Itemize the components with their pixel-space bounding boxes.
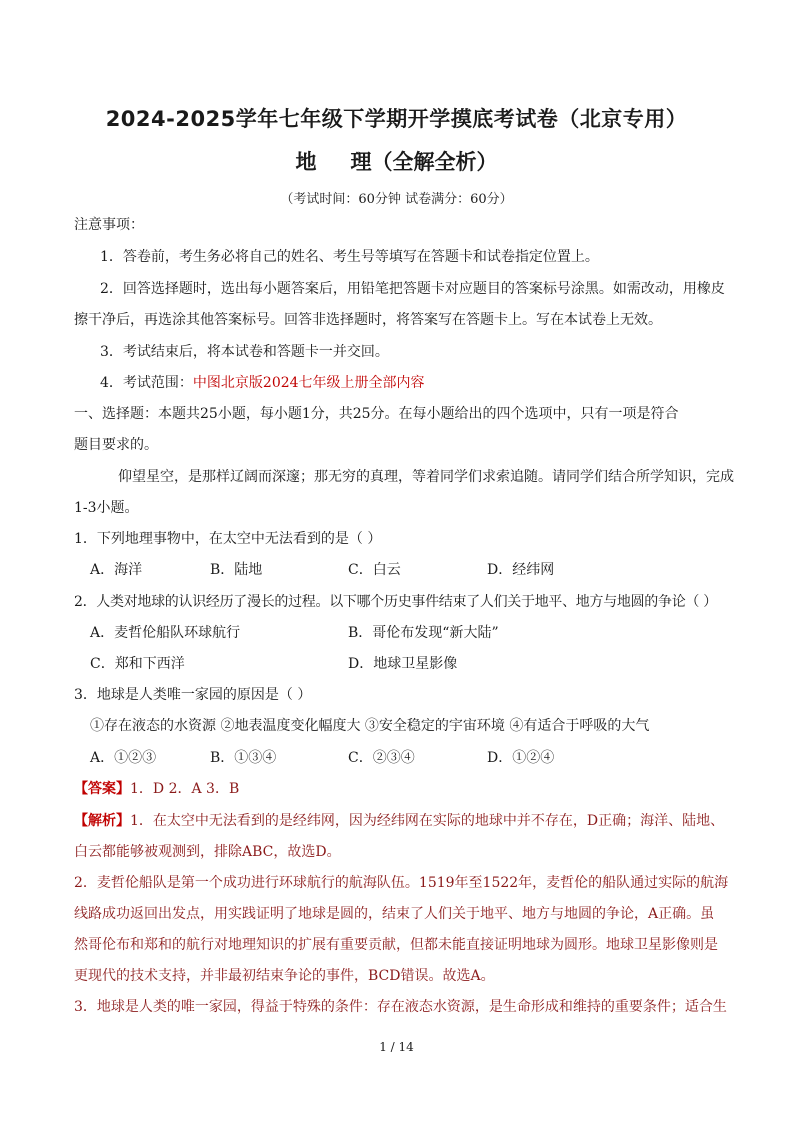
- q1-option-b: B．陆地: [210, 562, 263, 578]
- subject-right: 理（全解全析）: [350, 150, 498, 174]
- q1-option-c: C．白云: [348, 562, 401, 578]
- question-intro-continued: 1-3小题。: [74, 500, 139, 516]
- question-intro: 仰望星空，是那样辽阔而深邃；那无穷的真理，等着同学们求索追随。请同学们结合所学知识，完成: [118, 469, 734, 485]
- analysis-line-6: 更现代的技术支持，并非最初结束争论的事件，BCD错误。故选A。: [74, 968, 495, 984]
- exam-info: （考试时间：60分钟 试卷满分：60分）: [280, 192, 513, 207]
- note-3: 3．考试结束后，将本试卷和答题卡一并交回。: [100, 344, 389, 360]
- note-4: [100, 373, 760, 393]
- note-2: 2．回答选择题时，选出每小题答案后，用铅笔把答题卡对应题目的答案标号涂黑。如需改动，用橡皮: [100, 281, 725, 297]
- notes-heading: 注意事项：: [74, 217, 144, 233]
- q3-option-b: B．①③④: [210, 750, 277, 766]
- question-2-stem: 2．人类对地球的认识经历了漫长的过程。以下哪个历史事件结束了人们关于地平、地方与地圆的争论（ ）: [74, 594, 717, 610]
- analysis-line-2: 白云都能够被观测到，排除ABC，故选D。: [74, 844, 341, 860]
- note-2-continued: 擦干净后，再选涂其他答案标号。回答非选择题时，将答案写在答题卡上。写在本试卷上无效。: [74, 312, 662, 328]
- q3-option-c: C．②③④: [348, 750, 415, 766]
- answer-text: 1．D 2．A 3．B: [130, 781, 240, 797]
- analysis-text-1: 1．在太空中无法看到的是经纬网，因为经纬网在实际的地球中并不存在，D正确；海洋、陆地、: [130, 813, 725, 829]
- note-4-prefix: 4．考试范围：: [100, 375, 193, 391]
- note-1: 1．答卷前，考生务必将自己的姓名、考生号等填写在答题卡和试卷指定位置上。: [100, 249, 599, 265]
- analysis-line-1: [74, 811, 734, 831]
- question-1-stem: 1．下列地理事物中，在太空中无法看到的是（ ）: [74, 531, 382, 547]
- q3-option-d: D．①②④: [487, 750, 555, 766]
- q1-option-a: A．海洋: [90, 562, 143, 578]
- question-3-stem: 3．地球是人类唯一家园的原因是（ ）: [74, 687, 312, 703]
- answer-line: [74, 779, 734, 799]
- section-1-heading-continued: 题目要求的。: [74, 437, 158, 453]
- q2-option-b: B．哥伦布发现“新大陆”: [348, 625, 499, 641]
- q2-option-c: C．郑和下西洋: [90, 656, 185, 672]
- q2-option-d: D．地球卫星影像: [348, 656, 458, 672]
- q1-option-d: D．经纬网: [487, 562, 555, 578]
- analysis-line-3: 2．麦哲伦船队是第一个成功进行环球航行的航海队伍。1519年至1522年，麦哲伦的船队通过实际的航海: [74, 875, 729, 891]
- q3-option-a: A．①②③: [90, 750, 157, 766]
- subject-heading: [0, 146, 793, 176]
- document-title: 2024-2025学年七年级下学期开学摸底考试卷（北京专用）: [105, 107, 688, 131]
- analysis-line-5: 然哥伦布和郑和的航行对地理知识的扩展有重要贡献，但都未能直接证明地球为圆形。地球卫星影像则是: [74, 937, 718, 953]
- answer-label: 【答案】: [74, 781, 130, 797]
- subject-left: 地: [295, 150, 317, 174]
- analysis-line-4: 线路成功返回出发点，用实践证明了地球是圆的，结束了人们关于地平、地方与地圆的争论，A正确。虽: [74, 906, 715, 922]
- page-number: 1 / 14: [379, 1040, 414, 1054]
- exam-scope: 中图北京版2024七年级上册全部内容: [192, 375, 425, 391]
- q3-conditions: ①存在液态的水资源 ②地表温度变化幅度大 ③安全稳定的宇宙环境 ④有适合于呼吸的大气: [90, 718, 650, 734]
- analysis-line-7: 3．地球是人类的唯一家园，得益于特殊的条件：存在液态水资源，是生命形成和维持的重要条件；适合生: [74, 999, 727, 1015]
- section-1-heading: 一、选择题：本题共25小题，每小题1分，共25分。在每小题给出的四个选项中，只有一项是符合: [74, 406, 679, 422]
- analysis-label: 【解析】: [74, 813, 130, 829]
- q2-option-a: A．麦哲伦船队环球航行: [90, 625, 241, 641]
